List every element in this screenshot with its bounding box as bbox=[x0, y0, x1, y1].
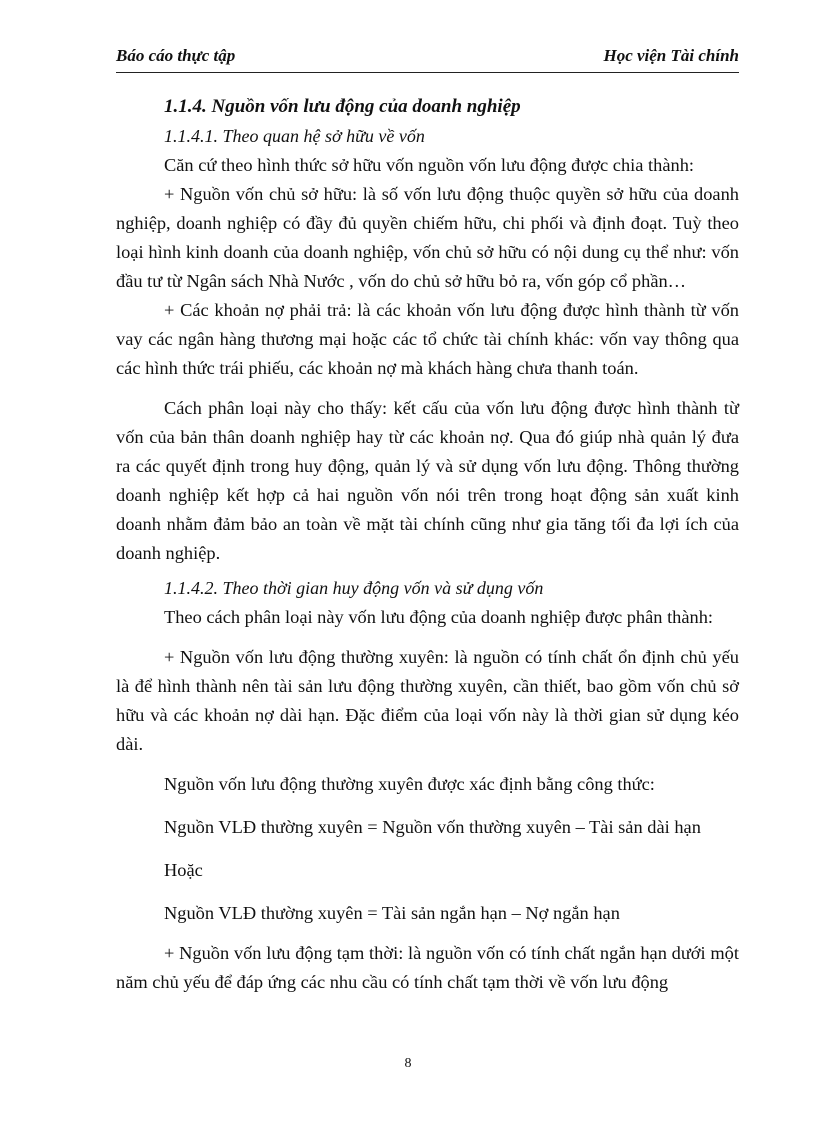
formula-or: Hoặc bbox=[164, 860, 203, 880]
paragraph-liabilities: + Các khoản nợ phải trả: là các khoản vốn lưu động được hình thành từ vốn vay các ngân hàng thương mại hoặc các tổ chức tài chính khác: vốn vay thông qua các hình thức trái phiếu, các khoản nợ mà khách hàng chưa thanh toán. bbox=[116, 300, 739, 378]
paragraph-permanent-capital: + Nguồn vốn lưu động thường xuyên: là nguồn có tính chất ổn định chủ yếu là để hình thành nên tài sản lưu động thường xuyên, cần thiết, bao gồm vốn chủ sở hữu và các khoản nợ dài hạn. Đặc điểm của loại vốn này là thời gian sử dụng kéo dài. bbox=[116, 647, 739, 754]
paragraph-temporary-capital: + Nguồn vốn lưu động tạm thời: là nguồn vốn có tính chất ngắn hạn dưới một năm chủ yếu để đáp ứng các nhu cầu có tính chất tạm thời về vốn lưu động bbox=[116, 943, 739, 992]
paragraph-formula-intro: Nguồn vốn lưu động thường xuyên được xác định bằng công thức: bbox=[164, 774, 655, 794]
header-institution: Học viện Tài chính bbox=[603, 46, 739, 65]
subsection-heading-2: 1.1.4.2. Theo thời gian huy động vốn và sử dụng vốn bbox=[164, 578, 544, 598]
paragraph-intro: Căn cứ theo hình thức sở hữu vốn nguồn vốn lưu động được chia thành: bbox=[164, 155, 695, 175]
page-header bbox=[116, 46, 739, 73]
page-number: 8 bbox=[404, 1056, 412, 1071]
formula-2: Nguồn VLĐ thường xuyên = Tài sản ngắn hạn – Nợ ngắn hạn bbox=[164, 903, 620, 923]
paragraph-time-intro: Theo cách phân loại này vốn lưu động của doanh nghiệp được phân thành: bbox=[164, 607, 714, 627]
paragraph-equity: + Nguồn vốn chủ sở hữu: là số vốn lưu động thuộc quyền sở hữu của doanh nghiệp, doanh nghiệp có đầy đủ quyền chiếm hữu, chi phối và định đoạt. Tuỳ theo loại hình kinh doanh của doanh nghiệp, vốn chủ sở hữu có nội dung cụ thể như: vốn đầu tư từ Ngân sách Nhà Nước , vốn do chủ sở hữu bỏ ra, vốn góp cổ phần… bbox=[116, 184, 739, 291]
section-heading: 1.1.4. Nguồn vốn lưu động của doanh nghiệp bbox=[164, 96, 521, 117]
formula-1: Nguồn VLĐ thường xuyên = Nguồn vốn thường xuyên – Tài sản dài hạn bbox=[164, 817, 701, 837]
paragraph-classification-summary: Cách phân loại này cho thấy: kết cấu của vốn lưu động được hình thành từ vốn của bản thân doanh nghiệp hay từ các khoản nợ. Qua đó giúp nhà quản lý đưa ra các quyết định trong huy động, quản lý và sử dụng vốn lưu động. Thông thường doanh nghiệp kết hợp cả hai nguồn vốn nói trên trong hoạt động sản xuất kinh doanh nhằm đảm bảo an toàn về mặt tài chính cũng như gia tăng tối đa lợi ích của doanh nghiệp. bbox=[116, 398, 739, 563]
document-body bbox=[116, 92, 739, 997]
header-report-title: Báo cáo thực tập bbox=[116, 46, 236, 65]
subsection-heading-1: 1.1.4.1. Theo quan hệ sở hữu về vốn bbox=[164, 126, 425, 146]
